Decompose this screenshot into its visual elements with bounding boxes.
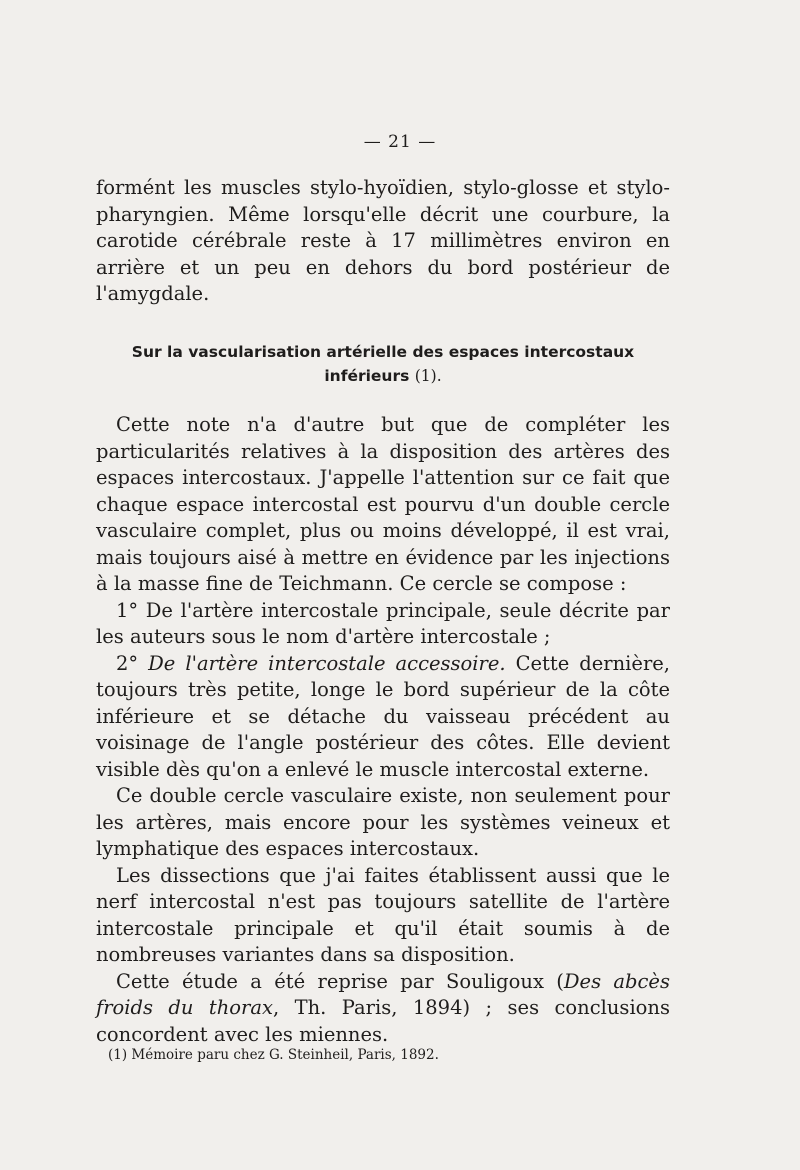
paragraph-3-rest: Cette dernière, toujours très petite, longe le bord supérieur de la côte inférieure et se détache du vaisseau précédent au voisinage de l'angle postérieur des côtes. Elle devient visible dès qu'on a enlevé le muscle intercostal externe. [96,651,671,781]
section-heading-line2-wrap [96,364,670,388]
citation-title: Des abcès froids du thorax [96,969,670,1019]
list-number: 2° [116,651,139,675]
paragraph-1: Cette note n'a d'autre but que de compléter les particularités relatives à la disposition des artères des espaces intercostaux. J'appelle l'attention sur ce fait que chaque espace intercostal est pourvu d'un double cercle vasculaire complet, plus ou moins développé, il est vrai, mais toujours aisé à mettre en évidence par les injections à la masse fine de Teichmann. Ce cercle se compose : [96,413,670,595]
section-heading-line2: inférieurs [324,367,410,385]
paragraph-6 [96,969,670,1049]
intro-paragraph-block [96,175,670,308]
paragraph-3 [96,651,670,784]
section-heading-line1: Sur la vascularisation artérielle des espaces intercostaux [131,343,635,361]
paragraph-6-end: , Th. Paris, 1894) ; ses conclusions concordent avec les miennes. [96,996,670,1046]
section-heading [96,340,670,388]
paragraph-2: 1° De l'artère intercostale principale, seule décrite par les auteurs sous le nom d'artère intercostale ; [96,598,670,648]
paragraph-4: Ce double cercle vasculaire existe, non seulement pour les artères, mais encore pour les systèmes veineux et lymphatique des espaces intercostaux. [96,784,670,860]
footnote: (1) Mémoire paru chez G. Steinheil, Paris, 1892. [108,1047,439,1063]
intro-paragraph: formént les muscles stylo-hyoïdien, stylo-glosse et stylo-pharyngien. Même lorsqu'elle décrit une courbure, la carotide cérébrale reste à 17 millimètres environ en arrière et un peu en dehors du bord postérieur de l'amygdale. [96,176,670,305]
body-text [96,412,670,1048]
paragraph-6-start: Cette étude a été reprise par Souligoux ( [116,969,564,993]
paragraph-3-italic: De l'artère intercostale accessoire. [148,651,506,675]
page-number: — 21 — [363,132,437,152]
paragraph-5: Les dissections que j'ai faites établissent aussi que le nerf intercostal n'est pas toujours satellite de l'artère intercostale principale et qu'il était soumis à de nombreuses variantes dans sa disposition. [96,863,670,966]
footnote-reference: (1). [414,367,442,385]
